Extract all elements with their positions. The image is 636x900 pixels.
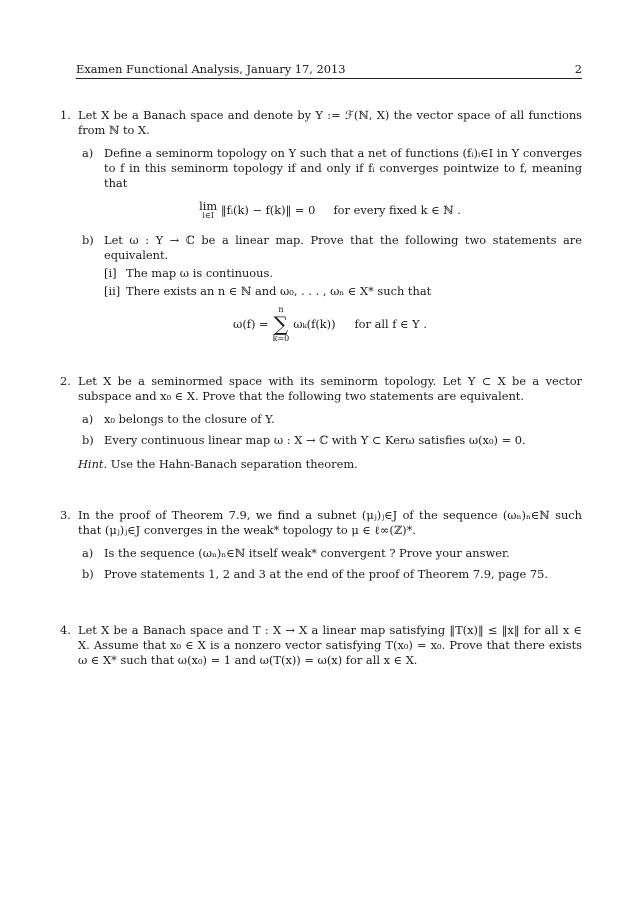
subquestion-text: Every continuous linear map ω : X → ℂ with Y ⊂ Kerω satisfies ω(x₀) = 0. <box>104 433 526 447</box>
equation-body: ‖fᵢ(k) − f(k)‖ = 0 <box>220 203 316 217</box>
subquestion-label: a) <box>82 546 94 560</box>
problem-text: In the proof of Theorem 7.9, we find a subnet (μⱼ)ⱼ∈J of the sequence (ωₙ)ₙ∈ℕ such that (μⱼ)ⱼ∈J converges in the weak* topology to μ ∈ ℓ∞(ℤ)*. <box>78 508 582 537</box>
summation-operator: n ∑ k=0 <box>272 305 290 343</box>
hint-label: Hint. <box>78 457 108 471</box>
subquestion-label: a) <box>82 412 94 426</box>
subquestion-a <box>78 546 582 561</box>
subquestion-label: b) <box>82 567 94 581</box>
problem-text: Let X be a seminormed space with its seminorm topology. Let Y ⊂ X be a vector subspace and x₀ ∈ X. Prove that the following two statements are equivalent. <box>78 374 582 403</box>
problem-4 <box>60 623 582 668</box>
problem-1 <box>60 108 582 349</box>
equation-condition: for every fixed k ∈ ℕ . <box>333 203 461 217</box>
subquestion-text: Let ω : Y → ℂ be a linear map. Prove that the following two statements are equivalent. <box>104 233 582 262</box>
problem-number: 4. <box>60 623 71 637</box>
subquestion-b <box>78 433 582 448</box>
equation-condition: for all f ∈ Y . <box>354 316 427 331</box>
statement-label: [i] <box>104 266 117 280</box>
problem-number: 2. <box>60 374 71 388</box>
statement-text: There exists an n ∈ ℕ and ω₀, . . . , ωₙ ∈ X* such that <box>126 284 432 298</box>
limit-operator: lim i∈I <box>199 199 218 220</box>
statement-label: [ii] <box>104 284 121 298</box>
display-equation <box>78 201 582 221</box>
problem-text: Let X be a Banach space and denote by Y := ℱ(ℕ, X) the vector space of all functions from ℕ to X. <box>78 108 582 137</box>
equation-body: ωₖ(f(k)) <box>293 316 336 331</box>
subquestion-label: b) <box>82 433 94 447</box>
statement-i <box>104 266 582 281</box>
statement-ii <box>104 284 582 299</box>
equation-lhs: ω(f) = <box>233 316 269 331</box>
problem-number: 1. <box>60 108 71 122</box>
subquestion-text: Prove statements 1, 2 and 3 at the end of the proof of Theorem 7.9, page 75. <box>104 567 549 581</box>
subquestion-label: a) <box>82 146 94 160</box>
hint <box>78 457 582 472</box>
subquestion-a <box>78 412 582 427</box>
subquestion-a <box>78 146 582 221</box>
subquestion-text: Define a seminorm topology on Y such that a net of functions (fᵢ)ᵢ∈I in Y converges to f in this seminorm topology if and only if fᵢ converges pointwize to f, meaning that <box>104 146 582 190</box>
hint-text: Use the Hahn-Banach separation theorem. <box>110 457 358 471</box>
subquestion-b <box>78 233 582 343</box>
display-equation <box>78 305 582 343</box>
subquestion-label: b) <box>82 233 94 247</box>
problem-text: Let X be a Banach space and T : X → X a linear map satisfying ‖T(x)‖ ≤ ‖x‖ for all x ∈ X. Assume that x₀ ∈ X is a nonzero vector satisfying T(x₀) = x₀. Prove that there exists ω ∈ X* such that ω(x₀) = 1 and ω(T(x)) = ω(x) for all x ∈ X. <box>78 623 582 667</box>
problem-2 <box>60 374 582 472</box>
exam-title: Examen Functional Analysis, January 17, 2013 <box>76 62 346 76</box>
subquestion-text: Is the sequence (ωₙ)ₙ∈ℕ itself weak* convergent ? Prove your answer. <box>104 546 510 560</box>
subquestion-b <box>78 567 582 582</box>
problem-3 <box>60 508 582 582</box>
header-rule <box>76 78 582 79</box>
statement-text: The map ω is continuous. <box>126 266 273 280</box>
subquestion-text: x₀ belongs to the closure of Y. <box>104 412 275 426</box>
page-number: 2 <box>574 62 582 76</box>
problem-number: 3. <box>60 508 71 522</box>
